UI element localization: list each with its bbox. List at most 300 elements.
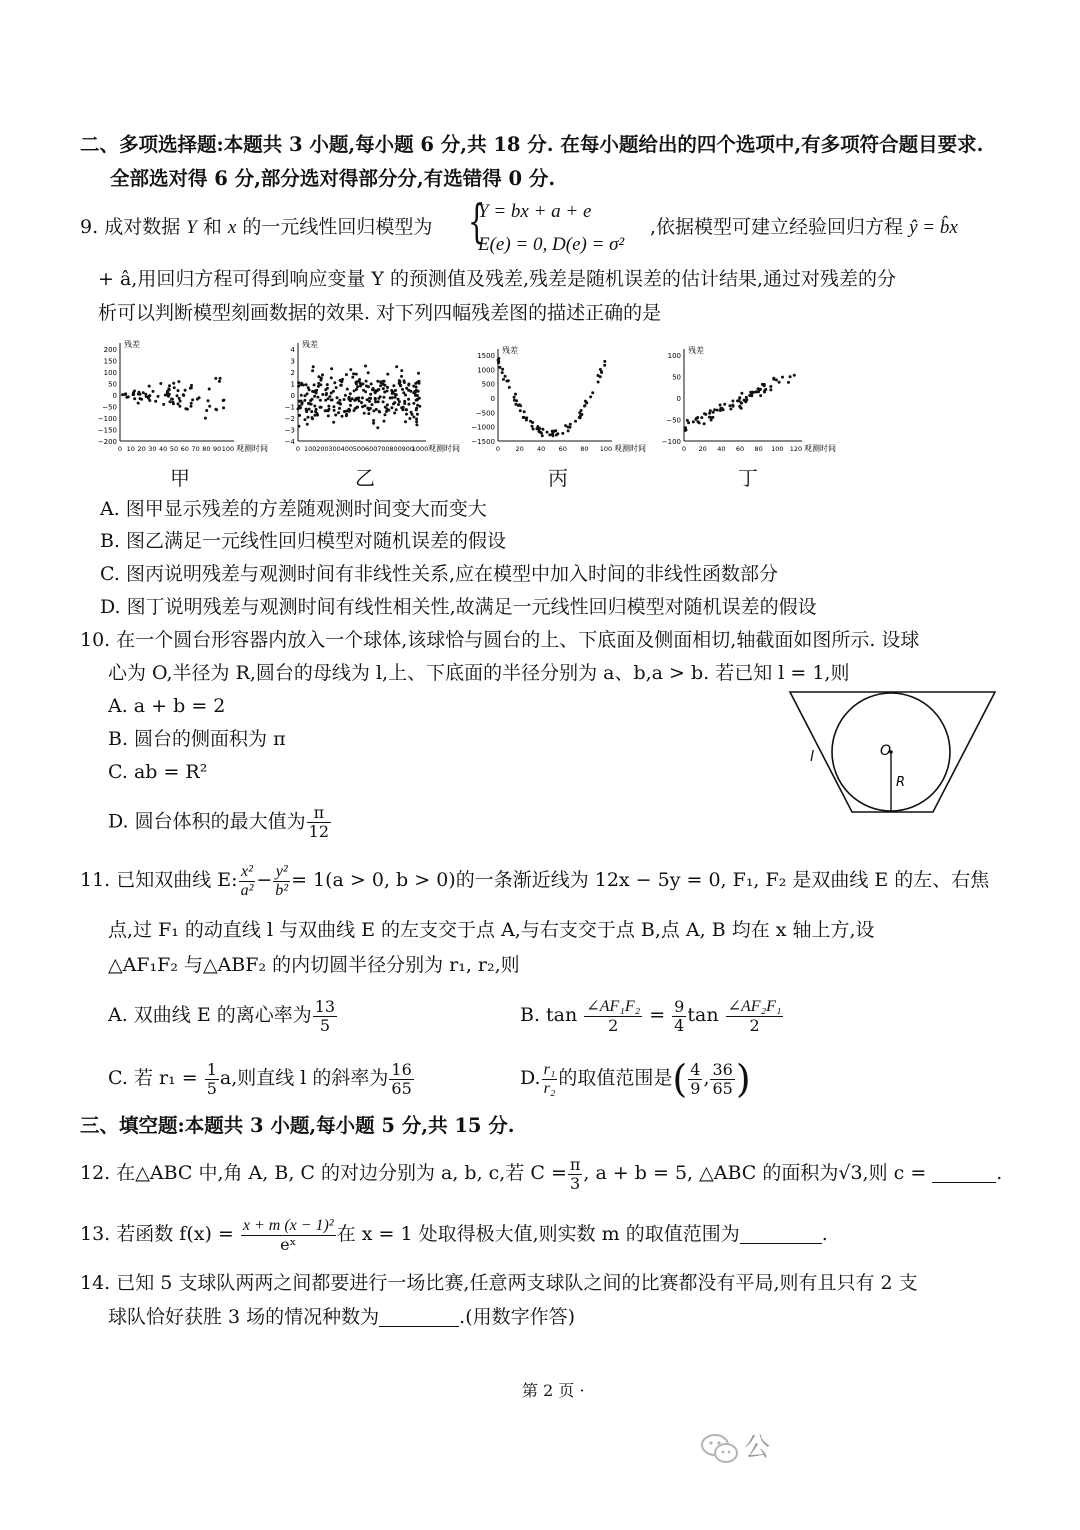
chart-2-point [541,434,544,437]
chart-1-point [333,409,336,412]
chart-3-xtick: 80 [754,445,763,453]
chart-1-point [407,403,410,406]
chart-3-xtick: 120 [789,445,803,453]
chart-1-point [351,376,354,379]
q14-line2: 球队恰好获胜 3 场的情况种数为 .(用数字作答) [108,1306,576,1328]
chart-1-point [359,385,362,388]
chart-0-point [148,385,151,388]
chart-3-point [708,412,711,415]
chart-1-xtick: 100 [303,445,317,453]
q14-answer-blank[interactable] [379,1308,459,1327]
chart-1-point [392,384,395,387]
chart-0-point [208,405,211,408]
chart-1-point [316,396,319,399]
chart-1-point [413,390,416,393]
chart-1-point [299,383,302,386]
chart-0-point [198,396,201,399]
chart-0-point [184,389,187,392]
chart-2-point [532,428,535,431]
chart-0-point [168,384,171,387]
chart-1-point [399,384,402,387]
chart-3-point [793,374,796,377]
chart-1-point [330,367,333,370]
chart-1-xtick: 800 [389,445,402,453]
chart-1-point [362,389,365,392]
chart-1-point [299,406,302,409]
chart-1-point [338,407,341,410]
q11-line3: △AF₁F₂ 与△ABF₂ 的内切圆半径分别为 r₁, r₂,则 [108,954,520,976]
chart-1-point [319,379,322,382]
chart-1-point [418,405,421,408]
chart-1-point [315,389,318,392]
chart-1-point [369,393,372,396]
chart-1-point [417,372,420,375]
chart-1-point [416,394,419,397]
chart-2-point [508,386,511,389]
chart-1-point [391,392,394,395]
chart-3-point [778,381,781,384]
chart-1-point [379,380,382,383]
chart-2-point [561,432,564,435]
chart-0-ytick: 150 [103,357,117,366]
chart-3-point [732,405,735,408]
chart-3-point [711,416,714,419]
chart-2-ylabel: 残差 [502,346,518,355]
chart-1-point [367,371,370,374]
chart-2-xtick: 40 [537,445,546,453]
chart-2-point [541,428,544,431]
chart-0-point [172,402,175,405]
chart-0-ytick: −200 [97,438,117,446]
q10-option-b: B. 圆台的侧面积为 π [108,728,286,750]
chart-2-point [519,409,522,412]
chart-3-point [728,404,731,407]
chart-1-point [357,396,360,399]
chart-0-point [169,400,172,403]
chart-0-point [133,390,136,393]
chart-0-point [214,408,217,411]
chart-1-point [400,369,403,372]
chart-2-ytick: 1500 [477,352,495,360]
chart-1-point [341,415,344,418]
chart-2-point [569,423,572,426]
chart-1-point [377,397,380,400]
chart-1-point [339,403,342,406]
chart-1-point [319,383,322,386]
chart-0-xtick: 10 [126,445,135,453]
chart-3-point [769,388,772,391]
chart-2-ytick: −500 [475,409,495,418]
chart-1-point [415,386,418,389]
chart-1-point [319,399,322,402]
chart-3-point [703,422,706,425]
chart-0-xtick: 100 [221,445,235,453]
chart-1-point [311,416,314,419]
q13: 13. 若函数 f(x) = $\frac{\text{x + m (x − 1)²}}{\text{eˣ}}$ 在 x = 1 处取得极大值,则实数 m 的取值范围为 . [80,1216,828,1254]
chart-1-xtick: 0 [295,445,301,453]
chart-0-point [218,380,221,383]
chart-2-ytick: 0 [490,395,495,403]
chart-2-point [600,371,603,374]
chart-1-point [374,400,377,403]
chart-1-point [403,379,406,382]
chart-0-point [184,407,187,410]
chart-3-point [755,390,758,393]
q12-answer-blank[interactable] [932,1164,996,1183]
chart-label-bing: 丙 [548,466,568,490]
chart-1-point [377,400,380,403]
chart-0-point [178,397,181,400]
chart-3-point [723,403,726,406]
chart-3-point [769,385,772,388]
chart-1-point [311,369,314,372]
q9-system: { [467,194,486,248]
chart-1-point [377,388,380,391]
chart-0-point [178,405,181,408]
chart-3-point [738,396,741,399]
chart-1-point [356,406,359,409]
q9-option-c: C. 图丙说明残差与观测时间有非线性关系,应在模型中加入时间的非线性函数部分 [100,563,778,585]
chart-1-point [364,365,367,368]
chart-2-point [502,378,505,381]
chart-3-xtick: 60 [735,445,745,453]
chart-1-point [417,390,420,393]
chart-1-point [404,420,407,423]
chart-1-point [355,382,358,385]
chart-1-point [418,397,421,400]
chart-2-point [523,410,526,413]
chart-0-point [189,387,192,390]
chart-0-ytick: 100 [103,369,117,377]
chart-1-point [321,373,324,376]
chart-2-point [597,381,600,384]
chart-0-point [148,399,151,402]
chart-2-point [501,368,504,371]
q11-line2: 点,过 F₁ 的动直线 l 与双曲线 E 的左支交于点 A,与右支交于点 B,点 A, B 均在 x 轴上方,设 [108,919,875,941]
chart-1-point [365,380,368,383]
chart-1-xtick: 500 [352,445,366,453]
chart-1-point [372,422,375,425]
q10-option-a: A. a + b = 2 [108,695,226,717]
chart-1-point [407,389,410,392]
chart-0-point [154,400,157,403]
chart-1-point [382,400,385,403]
chart-2-point [569,426,572,429]
chart-1-point [415,408,418,411]
chart-1-point [386,407,389,410]
chart-1-point [367,385,370,388]
chart-2-point [603,360,606,363]
chart-3-ytick: 0 [676,395,681,403]
chart-3-point [703,412,706,415]
chart-2-point [525,416,528,419]
chart-3-ytick: 50 [672,373,681,382]
chart-1-point [355,388,358,391]
chart-1-point [324,409,327,412]
chart-2-point [497,360,500,363]
chart-1-point [346,388,349,391]
q9-option-a: A. 图甲显示残差的方差随观测时间变大而变大 [100,498,487,520]
chart-1-point [304,418,307,421]
chart-1-point [386,390,389,393]
chart-2-point [548,433,551,436]
chart-2-point [583,405,586,408]
chart-1-point [352,372,355,375]
chart-1-point [330,399,333,402]
chart-0-ytick: 50 [108,380,117,389]
chart-1-point [382,380,385,383]
chart-0-point [204,417,207,420]
chart-3-point [686,419,689,422]
chart-0-ylabel: 残差 [124,340,140,349]
chart-0-point [208,388,211,391]
chart-1-xtick: 400 [340,445,354,453]
chart-1-point [416,413,419,416]
chart-1-point [313,405,316,408]
chart-0-ytick: −50 [102,403,117,412]
chart-3-point [713,408,716,411]
chart-1-point [368,397,371,400]
chart-1-ylabel: 残差 [302,340,318,349]
chart-1-point [307,402,310,405]
chart-2-xtick: 80 [580,445,589,453]
chart-3-xtick: 20 [698,445,707,453]
chart-3-xtick: 40 [717,445,726,453]
chart-1-point [405,408,408,411]
chart-1-point [313,383,316,386]
chart-1-point [401,408,404,411]
chart-2-point [551,434,554,437]
chart-2-point [504,375,507,378]
chart-3-point [763,383,766,386]
chart-2-point [546,431,549,434]
chart-1-point [349,368,352,371]
chart-1-point [313,395,316,398]
chart-2-point [522,416,525,419]
chart-1-xtick: 1000 [411,445,429,453]
chart-3-point [745,398,748,401]
chart-1-point [349,392,352,395]
chart-1-point [371,388,374,391]
chart-0-point [207,399,210,402]
chart-0-xtick: 0 [117,445,123,453]
chart-0-point [159,382,162,385]
chart-1-point [328,395,331,398]
chart-1-point [312,365,315,368]
chart-1-point [371,403,374,406]
chart-0-point [132,393,135,396]
chart-0-point [191,398,194,401]
chart-1-point [363,412,366,415]
chart-1-point [394,396,397,399]
fig-label-r: R [896,775,906,790]
chart-0-point [205,409,208,412]
section3-title: 三、填空题:本题共 3 小题,每小题 5 分,共 15 分. [80,1114,515,1137]
chart-0-point [190,402,193,405]
chart-0-xtick: 20 [137,445,146,453]
chart-2-point [497,357,500,360]
chart-2-xtick: 60 [558,445,567,453]
chart-3-point [731,400,734,403]
chart-3-xtick: 100 [771,445,784,453]
chart-3-point [692,420,695,423]
chart-1-point [356,385,359,388]
chart-2-point [498,366,501,369]
chart-2-point [599,375,602,378]
chart-1-point [410,411,413,414]
chart-2-point [531,425,534,428]
chart-1-point [382,396,385,399]
chart-1-point [333,381,336,384]
chart-0-point [166,390,169,393]
chart-1-point [412,402,415,405]
chart-2-xtick: 0 [495,445,501,453]
chart-1-point [326,383,329,386]
chart-1-point [340,384,343,387]
chart-3-point [740,401,743,404]
chart-3-point [743,399,746,402]
chart-2-point [589,395,592,398]
chart-1-ytick: 2 [290,369,295,377]
chart-3-point [719,409,722,412]
chart-1-point [405,413,408,416]
chart-3-point [716,409,719,412]
chart-2-xlabel: 观测时间 [614,444,646,453]
chart-1-point [384,413,387,416]
chart-0-point [133,397,136,400]
chart-1-point [298,414,301,417]
chart-label-jia: 甲 [170,466,190,490]
chart-2-point [531,421,534,424]
chart-2-point [513,396,516,399]
chart-1-point [415,420,418,423]
frustum-figure [788,690,1008,820]
chart-1-point [376,380,379,383]
chart-2-point [515,399,518,402]
chart-1-point [395,408,398,411]
chart-1-point [404,394,407,397]
chart-0-point [173,386,176,389]
chart-1-point [382,387,385,390]
chart-1-point [407,398,410,401]
chart-1-point [390,389,393,392]
chart-0-point [177,402,180,405]
q10-line2: 心为 O,半径为 R,圆台的母线为 l,上、下底面的半径分别为 a、b,a > b. 若已知 l = 1,则 [108,662,850,684]
wechat-icon [700,1432,740,1466]
page-number: 第 2 页 · [522,1381,585,1400]
chart-0-ytick: 200 [103,346,117,354]
chart-0-xtick: 50 [169,445,179,453]
chart-1-ytick: −1 [284,403,295,412]
chart-1-point [400,375,403,378]
chart-2-point [501,371,504,374]
chart-3-point [719,404,722,407]
chart-3-xlabel: 观测时间 [804,444,836,453]
chart-2-point [580,409,583,412]
chart-0-xtick: 80 [202,445,211,453]
chart-0-xtick: 40 [159,445,168,453]
chart-0-point [124,393,127,396]
chart-1-point [304,394,307,397]
chart-1-point [349,404,352,407]
chart-3-point [759,394,762,397]
chart-3-point [772,377,775,380]
chart-1-point [338,399,341,402]
chart-2-point [574,420,577,423]
fig-label-o: O [880,743,892,759]
chart-1-point [347,397,350,400]
chart-0-point [179,400,182,403]
chart-1-point [376,426,379,429]
q9-sys1: Y = bx + a + e [478,201,592,222]
chart-1-point [328,408,331,411]
chart-3-point [710,419,713,422]
chart-1-ytick: −3 [284,426,295,435]
chart-0-point [152,390,155,393]
q11-option-a: A. 双曲线 E 的离心率为 $\frac{13}{5}$ [108,996,336,1035]
chart-1-point [386,373,389,376]
chart-1-point [305,383,308,386]
q10-option-c: C. ab = R² [108,761,208,783]
chart-1-point [397,403,400,406]
chart-0-xtick: 90 [213,445,222,453]
q11-option-d: D. $\frac{\text{r₁}}{\text{r₂}}$ 的取值范围是( $\frac{4}{9}$ , $\frac{36}{65}$ ) [520,1057,751,1101]
chart-2-point [540,432,543,435]
chart-1-point [386,386,389,389]
chart-1-ytick: −2 [284,415,295,423]
chart-1-point [308,408,311,411]
chart-1-xtick: 900 [401,445,415,453]
chart-3-point [775,379,778,382]
chart-1-point [334,414,337,417]
chart-1-point [345,414,348,417]
chart-1-point [310,410,313,413]
chart-label-ding: 丁 [738,466,758,490]
chart-0-point [140,398,143,401]
chart-3-point [740,392,743,395]
chart-0-ytick: 0 [112,392,117,400]
chart-1-point [375,408,378,411]
chart-1-point [367,412,370,415]
q13-answer-blank[interactable] [740,1225,822,1244]
chart-1-point [301,401,304,404]
chart-2-xtick: 100 [599,445,613,453]
chart-1-point [403,402,406,405]
chart-0-point [219,377,222,380]
chart-2-point [584,400,587,403]
chart-1-point [394,389,397,392]
q14-line1: 14. 已知 5 支球队两两之间都要进行一场比赛,任意两支球队之间的比赛都没有平局,则有且只有 2 支 [80,1272,918,1294]
chart-1-point [372,419,375,422]
chart-2-ytick: −1500 [471,438,495,446]
chart-1-point [392,402,395,405]
chart-3-point [787,381,790,384]
chart-2-ytick: 500 [481,380,495,389]
chart-3-point [698,421,701,424]
chart-1-point [315,392,318,395]
watermark-text: 公 [744,1433,771,1463]
chart-1-point [362,383,365,386]
chart-0-point [182,393,185,396]
chart-3-point [729,408,732,411]
q12: 12. 在△ABC 中,角 A, B, C 的对边分别为 a, b, c,若 C = $\frac{\pi}{3}$ , a + b = 5, △ABC 的面积为√3,则 c = . [80,1154,1003,1193]
chart-1-point [330,392,333,395]
chart-0-point [177,380,180,383]
chart-1-point [382,383,385,386]
chart-1-point [314,410,317,413]
chart-1-point [341,378,344,381]
chart-2-point [514,393,517,396]
